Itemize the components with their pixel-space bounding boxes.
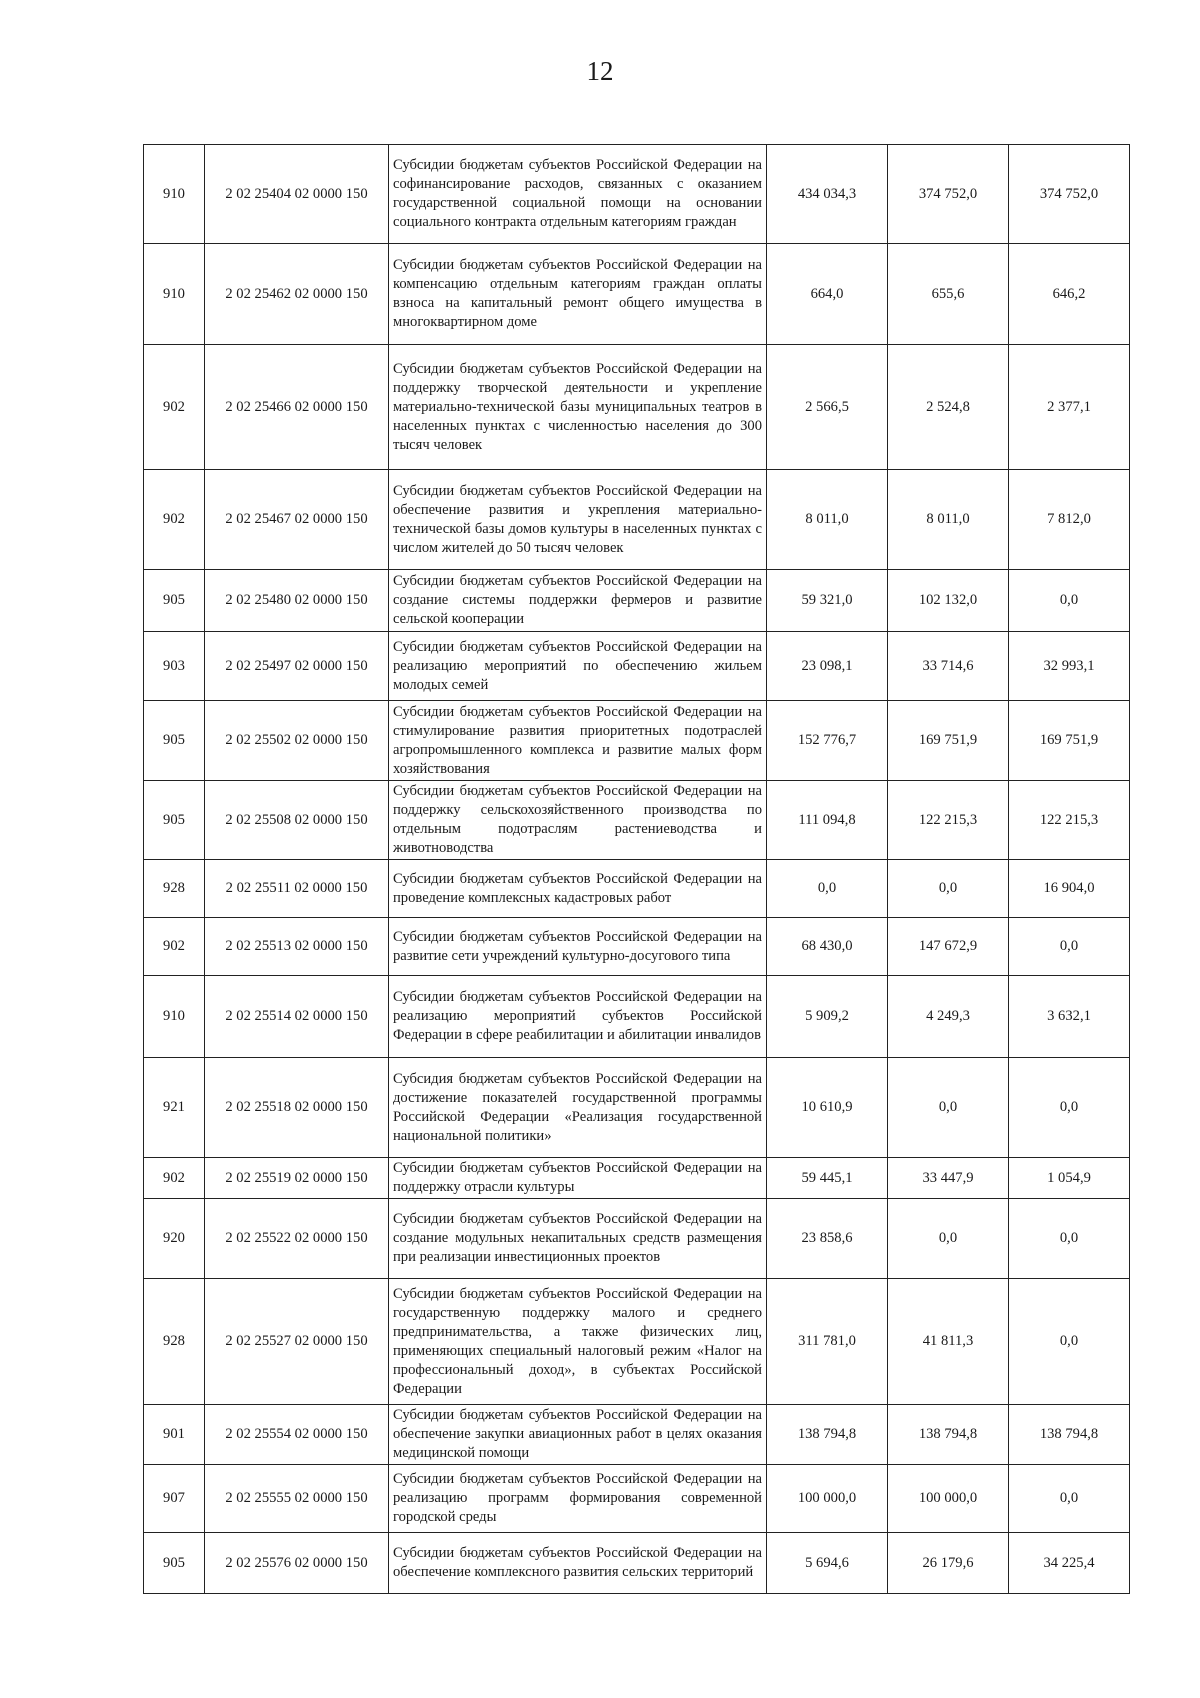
row-name: Субсидии бюджетам субъектов Российской Федерации на поддержку творческой деятельности и укрепление материально-технической базы муниципальных театров в населенных пунктах с численностью населения до 300 тысяч человек xyxy=(389,345,767,470)
row-name: Субсидия бюджетам субъектов Российской Федерации на достижение показателей государственной программы Российской Федерации «Реализация государственной национальной политики» xyxy=(389,1058,767,1158)
table-row xyxy=(144,1533,1130,1594)
row-amount-1: 311 781,0 xyxy=(767,1279,888,1405)
row-amount-2: 0,0 xyxy=(888,1058,1009,1158)
row-amount-3: 3 632,1 xyxy=(1009,976,1130,1058)
table-row xyxy=(144,781,1130,860)
row-amount-3: 7 812,0 xyxy=(1009,470,1130,570)
row-amount-1: 434 034,3 xyxy=(767,145,888,244)
row-amount-1: 111 094,8 xyxy=(767,781,888,860)
table-row xyxy=(144,1158,1130,1199)
table-row xyxy=(144,145,1130,244)
table-row xyxy=(144,1279,1130,1405)
table-row xyxy=(144,1405,1130,1465)
row-amount-3: 0,0 xyxy=(1009,1279,1130,1405)
row-name: Субсидии бюджетам субъектов Российской Федерации на создание модульных некапитальных средств размещения при реализации инвестиционных проектов xyxy=(389,1199,767,1279)
row-amount-2: 2 524,8 xyxy=(888,345,1009,470)
row-amount-1: 8 011,0 xyxy=(767,470,888,570)
row-amount-2: 102 132,0 xyxy=(888,570,1009,632)
page-number: 12 xyxy=(586,56,614,86)
row-amount-2: 0,0 xyxy=(888,1199,1009,1279)
row-admin-code: 902 xyxy=(144,918,205,976)
row-amount-2: 169 751,9 xyxy=(888,701,1009,781)
table-row xyxy=(144,570,1130,632)
row-name: Субсидии бюджетам субъектов Российской Федерации на создание системы поддержки фермеров и развитие сельской кооперации xyxy=(389,570,767,632)
row-amount-1: 23 858,6 xyxy=(767,1199,888,1279)
row-admin-code: 928 xyxy=(144,860,205,918)
row-admin-code: 910 xyxy=(144,244,205,345)
table-row xyxy=(144,701,1130,781)
row-amount-3: 0,0 xyxy=(1009,1058,1130,1158)
row-amount-3: 374 752,0 xyxy=(1009,145,1130,244)
row-amount-2: 33 714,6 xyxy=(888,632,1009,701)
row-amount-2: 138 794,8 xyxy=(888,1405,1009,1465)
row-amount-3: 169 751,9 xyxy=(1009,701,1130,781)
row-name: Субсидии бюджетам субъектов Российской Федерации на реализацию мероприятий по обеспечению жильем молодых семей xyxy=(389,632,767,701)
row-name: Субсидии бюджетам субъектов Российской Федерации на проведение комплексных кадастровых работ xyxy=(389,860,767,918)
row-amount-1: 68 430,0 xyxy=(767,918,888,976)
row-admin-code: 903 xyxy=(144,632,205,701)
row-amount-1: 59 445,1 xyxy=(767,1158,888,1199)
table-row xyxy=(144,1199,1130,1279)
table-row xyxy=(144,244,1130,345)
row-name: Субсидии бюджетам субъектов Российской Федерации на поддержку сельскохозяйственного производства по отдельным подотраслям растениеводства и животноводства xyxy=(389,781,767,860)
row-name: Субсидии бюджетам субъектов Российской Федерации на софинансирование расходов, связанных с оказанием государственной социальной помощи на основании социального контракта отдельным категориям граждан xyxy=(389,145,767,244)
row-amount-1: 100 000,0 xyxy=(767,1465,888,1533)
row-amount-1: 664,0 xyxy=(767,244,888,345)
row-name: Субсидии бюджетам субъектов Российской Федерации на реализацию программ формирования современной городской среды xyxy=(389,1465,767,1533)
row-budget-code: 2 02 25554 02 0000 150 xyxy=(205,1405,389,1465)
table-row xyxy=(144,1058,1130,1158)
row-budget-code: 2 02 25502 02 0000 150 xyxy=(205,701,389,781)
table-row xyxy=(144,1465,1130,1533)
budget-table xyxy=(143,144,1130,1594)
row-amount-2: 100 000,0 xyxy=(888,1465,1009,1533)
row-admin-code: 901 xyxy=(144,1405,205,1465)
row-name: Субсидии бюджетам субъектов Российской Федерации на обеспечение развития и укрепления материально-технической базы домов культуры в населенных пунктах с числом жителей до 50 тысяч человек xyxy=(389,470,767,570)
row-budget-code: 2 02 25527 02 0000 150 xyxy=(205,1279,389,1405)
row-amount-2: 374 752,0 xyxy=(888,145,1009,244)
row-amount-2: 147 672,9 xyxy=(888,918,1009,976)
table-row xyxy=(144,918,1130,976)
row-budget-code: 2 02 25508 02 0000 150 xyxy=(205,781,389,860)
row-amount-3: 1 054,9 xyxy=(1009,1158,1130,1199)
row-amount-3: 0,0 xyxy=(1009,570,1130,632)
row-name: Субсидии бюджетам субъектов Российской Федерации на поддержку отрасли культуры xyxy=(389,1158,767,1199)
table-row xyxy=(144,470,1130,570)
row-budget-code: 2 02 25522 02 0000 150 xyxy=(205,1199,389,1279)
row-admin-code: 910 xyxy=(144,976,205,1058)
row-amount-2: 0,0 xyxy=(888,860,1009,918)
row-name: Субсидии бюджетам субъектов Российской Федерации на обеспечение закупки авиационных работ в целях оказания медицинской помощи xyxy=(389,1405,767,1465)
row-amount-1: 23 098,1 xyxy=(767,632,888,701)
row-amount-3: 0,0 xyxy=(1009,1465,1130,1533)
row-amount-3: 138 794,8 xyxy=(1009,1405,1130,1465)
row-amount-3: 122 215,3 xyxy=(1009,781,1130,860)
row-amount-1: 10 610,9 xyxy=(767,1058,888,1158)
row-admin-code: 910 xyxy=(144,145,205,244)
row-admin-code: 905 xyxy=(144,701,205,781)
row-amount-1: 138 794,8 xyxy=(767,1405,888,1465)
row-budget-code: 2 02 25480 02 0000 150 xyxy=(205,570,389,632)
row-budget-code: 2 02 25467 02 0000 150 xyxy=(205,470,389,570)
row-amount-1: 152 776,7 xyxy=(767,701,888,781)
row-budget-code: 2 02 25555 02 0000 150 xyxy=(205,1465,389,1533)
row-amount-2: 655,6 xyxy=(888,244,1009,345)
row-admin-code: 907 xyxy=(144,1465,205,1533)
row-amount-1: 59 321,0 xyxy=(767,570,888,632)
row-amount-3: 16 904,0 xyxy=(1009,860,1130,918)
row-amount-2: 41 811,3 xyxy=(888,1279,1009,1405)
row-admin-code: 905 xyxy=(144,781,205,860)
row-amount-1: 5 694,6 xyxy=(767,1533,888,1594)
row-admin-code: 905 xyxy=(144,1533,205,1594)
row-name: Субсидии бюджетам субъектов Российской Федерации на компенсацию отдельным категориям граждан оплаты взноса на капитальный ремонт общего имущества в многоквартирном доме xyxy=(389,244,767,345)
row-admin-code: 905 xyxy=(144,570,205,632)
row-budget-code: 2 02 25404 02 0000 150 xyxy=(205,145,389,244)
row-budget-code: 2 02 25462 02 0000 150 xyxy=(205,244,389,345)
row-amount-3: 0,0 xyxy=(1009,918,1130,976)
row-name: Субсидии бюджетам субъектов Российской Федерации на развитие сети учреждений культурно-досугового типа xyxy=(389,918,767,976)
row-budget-code: 2 02 25576 02 0000 150 xyxy=(205,1533,389,1594)
row-budget-code: 2 02 25511 02 0000 150 xyxy=(205,860,389,918)
row-amount-2: 33 447,9 xyxy=(888,1158,1009,1199)
table-row xyxy=(144,976,1130,1058)
row-admin-code: 902 xyxy=(144,345,205,470)
row-amount-1: 5 909,2 xyxy=(767,976,888,1058)
table-row xyxy=(144,345,1130,470)
table-row xyxy=(144,860,1130,918)
row-budget-code: 2 02 25519 02 0000 150 xyxy=(205,1158,389,1199)
row-name: Субсидии бюджетам субъектов Российской Федерации на обеспечение комплексного развития сельских территорий xyxy=(389,1533,767,1594)
row-budget-code: 2 02 25518 02 0000 150 xyxy=(205,1058,389,1158)
row-amount-3: 646,2 xyxy=(1009,244,1130,345)
row-amount-3: 34 225,4 xyxy=(1009,1533,1130,1594)
row-admin-code: 920 xyxy=(144,1199,205,1279)
row-budget-code: 2 02 25513 02 0000 150 xyxy=(205,918,389,976)
row-budget-code: 2 02 25497 02 0000 150 xyxy=(205,632,389,701)
row-amount-3: 0,0 xyxy=(1009,1199,1130,1279)
table-row xyxy=(144,632,1130,701)
row-admin-code: 921 xyxy=(144,1058,205,1158)
row-amount-2: 122 215,3 xyxy=(888,781,1009,860)
row-budget-code: 2 02 25466 02 0000 150 xyxy=(205,345,389,470)
row-amount-2: 26 179,6 xyxy=(888,1533,1009,1594)
row-amount-2: 4 249,3 xyxy=(888,976,1009,1058)
row-name: Субсидии бюджетам субъектов Российской Федерации на государственную поддержку малого и среднего предпринимательства, а также физических лиц, применяющих специальный налоговый режим «Налог на профессиональный доход», в субъектах Российской Федерации xyxy=(389,1279,767,1405)
row-amount-3: 2 377,1 xyxy=(1009,345,1130,470)
row-name: Субсидии бюджетам субъектов Российской Федерации на стимулирование развития приоритетных подотраслей агропромышленного комплекса и развитие малых форм хозяйствования xyxy=(389,701,767,781)
row-amount-1: 2 566,5 xyxy=(767,345,888,470)
row-admin-code: 902 xyxy=(144,470,205,570)
row-amount-3: 32 993,1 xyxy=(1009,632,1130,701)
row-amount-2: 8 011,0 xyxy=(888,470,1009,570)
row-name: Субсидии бюджетам субъектов Российской Федерации на реализацию мероприятий субъектов Российской Федерации в сфере реабилитации и абилитации инвалидов xyxy=(389,976,767,1058)
row-admin-code: 928 xyxy=(144,1279,205,1405)
row-amount-1: 0,0 xyxy=(767,860,888,918)
row-admin-code: 902 xyxy=(144,1158,205,1199)
row-budget-code: 2 02 25514 02 0000 150 xyxy=(205,976,389,1058)
